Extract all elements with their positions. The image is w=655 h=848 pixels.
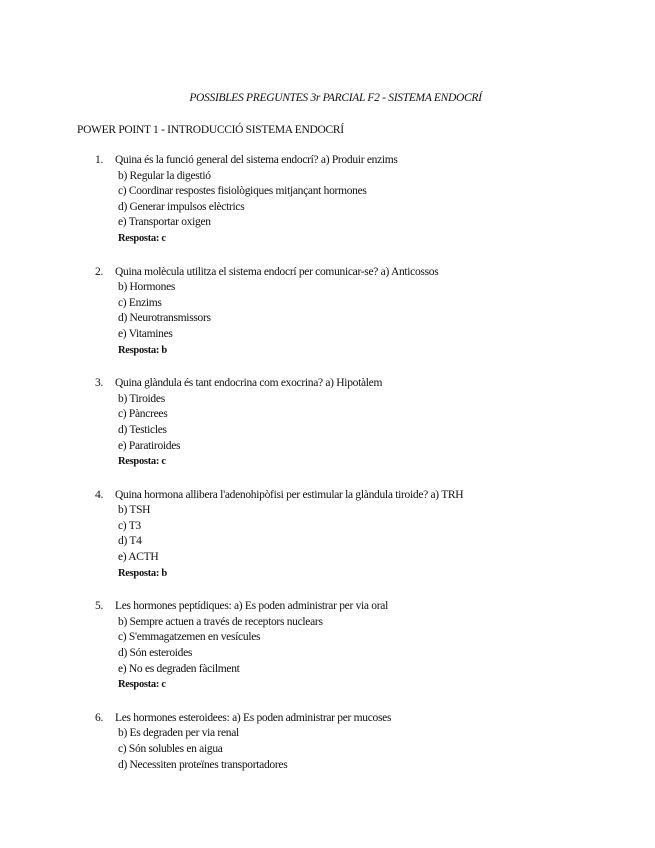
answer-option: b) Regular la digestió	[118, 169, 211, 182]
answer-key: Resposta: c	[118, 456, 166, 468]
answer-option: c) Pàncrees	[118, 408, 168, 421]
answer-option: d) Neurotransmissors	[118, 312, 211, 325]
question-3	[95, 376, 635, 470]
question-text: Les hormones esteroidees: a) Es poden administrar per mucoses	[115, 711, 392, 724]
question-5	[95, 599, 635, 693]
answer-option: c) Coordinar respostes fisiològiques mitjançant hormones	[118, 185, 367, 198]
answer-option: b) Es degraden per via renal	[118, 727, 239, 740]
answer-option: c) Són solubles en aigua	[118, 743, 223, 755]
answer-option: d) Són esteroides	[118, 647, 193, 660]
question-1	[95, 153, 635, 247]
question-text: Quina glàndula és tant endocrina com exocrina? a) Hipotàlem	[115, 377, 383, 390]
answer-key: Resposta: c	[118, 679, 166, 691]
question-number: 2.	[95, 265, 104, 278]
question-text: Quina és la funció general del sistema endocrí? a) Produir enzims	[115, 154, 398, 166]
question-number: 1.	[95, 154, 104, 166]
answer-option: c) S'emmagatzemen en vesícules	[118, 631, 261, 644]
document-title: POSSIBLES PREGUNTES 3r PARCIAL F2 - SISTEMA ENDOCRÍ	[189, 92, 482, 104]
answer-option: c) Enzims	[118, 296, 162, 309]
answer-option: e) Transportar oxigen	[118, 216, 211, 229]
answer-option: b) Hormones	[118, 281, 176, 294]
question-text: Les hormones peptídiques: a) Es poden administrar per via oral	[115, 600, 388, 613]
answer-option: c) T3	[118, 519, 141, 532]
answer-option: b) Sempre actuen a través de receptors nuclears	[118, 615, 323, 628]
answer-option: d) Testicles	[118, 423, 167, 436]
question-4	[95, 488, 635, 582]
question-number: 4.	[95, 488, 104, 501]
question-number: 6.	[95, 711, 104, 724]
answer-option: e) No es degraden fàcilment	[118, 662, 240, 675]
answer-option: e) Paratiroides	[118, 439, 181, 452]
answer-option: d) T4	[118, 535, 142, 548]
question-list	[95, 153, 635, 791]
answer-option: b) Tiroides	[118, 392, 165, 405]
answer-option: e) Vitamines	[118, 327, 173, 340]
question-number: 5.	[95, 600, 104, 613]
question-6	[95, 711, 635, 773]
answer-option: b) TSH	[118, 504, 151, 517]
question-text: Quina hormona allibera l'adenohipòfisi per estimular la glàndula tiroide? a) TRH	[115, 488, 464, 501]
question-2	[95, 265, 635, 359]
answer-key: Resposta: b	[118, 344, 167, 356]
answer-option: d) Generar impulsos elèctrics	[118, 200, 245, 213]
answer-key: Resposta: c	[118, 232, 166, 244]
answer-key: Resposta: b	[118, 567, 167, 579]
section-heading: POWER POINT 1 - INTRODUCCIÓ SISTEMA ENDOCRÍ	[77, 124, 344, 136]
answer-option: d) Necessiten proteïnes transportadores	[118, 758, 288, 771]
answer-option: e) ACTH	[118, 551, 159, 564]
question-text: Quina molècula utilitza el sistema endocrí per comunicar-se? a) Anticossos	[115, 265, 439, 278]
question-number: 3.	[95, 377, 104, 390]
